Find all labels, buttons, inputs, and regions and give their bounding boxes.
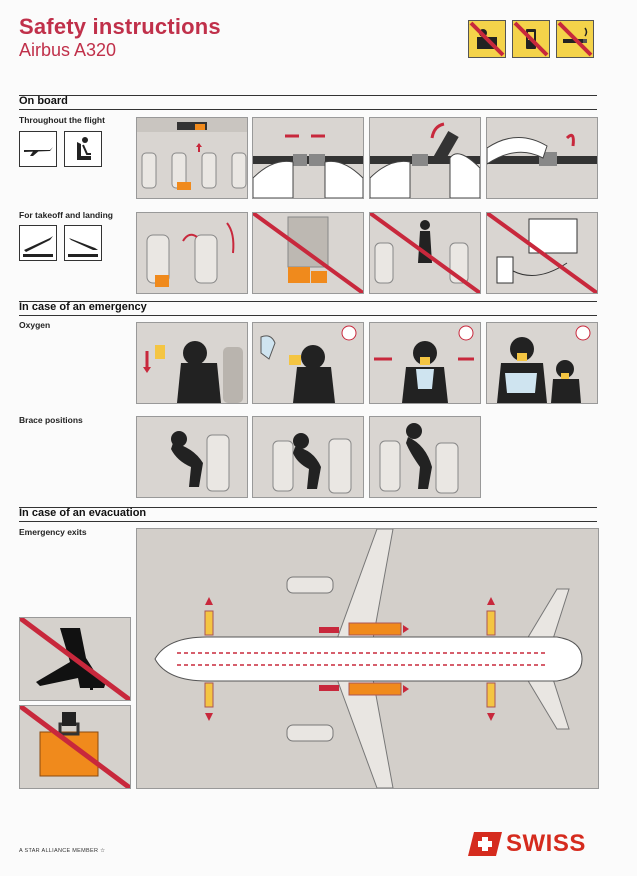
star-alliance-label bbox=[19, 848, 105, 854]
panel-no-standing bbox=[369, 212, 481, 294]
label-emergency-exits: Emergency exits bbox=[19, 527, 87, 537]
panel-no-baggage bbox=[19, 705, 131, 789]
brand-name: SWISS bbox=[506, 830, 586, 857]
plane-landing-icon bbox=[64, 225, 102, 261]
panel-oxygen-assist-child bbox=[486, 322, 598, 404]
label-takeoff-landing: For takeoff and landing bbox=[19, 210, 113, 220]
section-title: On board bbox=[19, 95, 68, 107]
panel-no-electronics bbox=[486, 212, 598, 294]
plane-takeoff-icon bbox=[19, 225, 57, 261]
section-title: In case of an evacuation bbox=[19, 507, 147, 519]
panel-brace-2 bbox=[252, 416, 364, 498]
section-on-board bbox=[19, 95, 597, 110]
no-electronics-icon bbox=[468, 20, 506, 58]
swiss-logo bbox=[468, 830, 586, 858]
panel-oxygen-mask-on bbox=[252, 322, 364, 404]
swiss-flag-icon bbox=[468, 830, 502, 858]
section-title: In case of an emergency bbox=[19, 301, 147, 313]
alliance-text: A STAR ALLIANCE MEMBER bbox=[19, 848, 99, 854]
page-title: Safety instructions bbox=[19, 14, 221, 39]
label-throughout-flight: Throughout the flight bbox=[19, 115, 105, 125]
aircraft-type: Airbus A320 bbox=[19, 40, 117, 60]
section-emergency bbox=[19, 301, 597, 316]
label-oxygen: Oxygen bbox=[19, 320, 51, 330]
panel-oxygen-pull bbox=[136, 322, 248, 404]
plane-cruise-icon bbox=[19, 131, 57, 167]
panel-seatbelt-tighten bbox=[369, 117, 481, 199]
no-smoking-icon bbox=[556, 20, 594, 58]
panel-seatbelt-release bbox=[486, 117, 598, 199]
prohibition-icons bbox=[468, 20, 594, 58]
star-icon: ☆ bbox=[100, 848, 106, 854]
panel-seat-upright bbox=[136, 212, 248, 294]
section-evacuation bbox=[19, 507, 597, 522]
panel-brace-1 bbox=[136, 416, 248, 498]
panel-no-high-heels bbox=[19, 617, 131, 701]
seated-passenger-icon bbox=[64, 131, 102, 167]
panel-no-bags-at-exit bbox=[252, 212, 364, 294]
panel-seatbelt-fasten bbox=[252, 117, 364, 199]
aircraft-exit-diagram bbox=[136, 528, 599, 789]
panel-stow-bag bbox=[136, 117, 248, 199]
panel-oxygen-tighten bbox=[369, 322, 481, 404]
label-brace: Brace positions bbox=[19, 415, 83, 425]
panel-brace-3 bbox=[369, 416, 481, 498]
no-mobile-phone-icon bbox=[512, 20, 550, 58]
